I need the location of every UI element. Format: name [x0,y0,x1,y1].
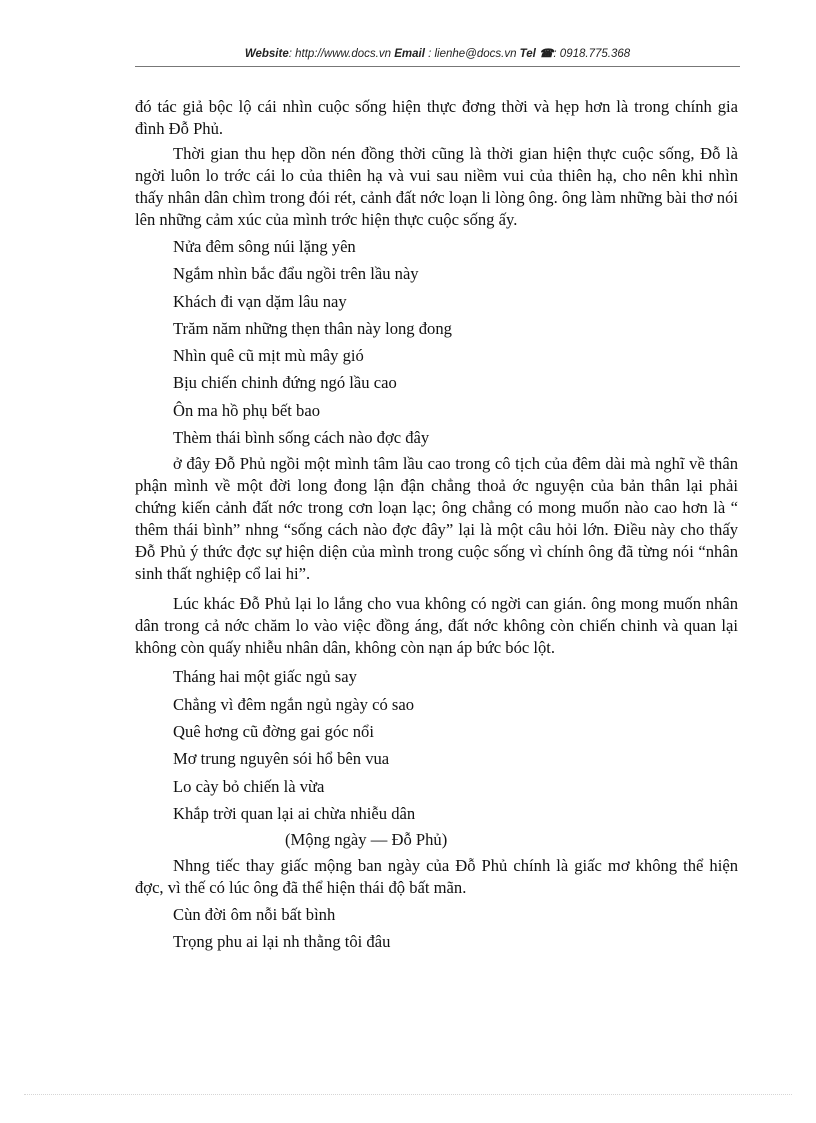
poem-attribution: (Mộng ngày — Đỗ Phủ) [285,830,448,850]
paragraph-3: ở đây Đỗ Phủ ngồi một mình tâm lầu cao trong cô tịch của đêm dài mà nghĩ về thân phận mình về một đời long đong lận đận chẳng thoả ớc nguyện của bản thân lại phải chứng kiến cảnh đất nớc trong cơn loạn lạc; ông chẳng có mong muốn nào cao hơn là “ thêm thái bình” nhng “sống cách nào đợc đây” lại là một câu hỏi lớn. Điều này cho thấy Đỗ Phủ ý thức đợc sự hiện diện của mình trong cuộc sống vì chính ông đã từng nói “nhân sinh thất nghiệp cổ lai hi”. [135,454,738,584]
paragraph-5: Nhng tiếc thay giấc mộng ban ngày của Đỗ Phủ chính là giấc mơ không thể hiện đợc, vì thế có lúc ông đã thể hiện thái độ bất mãn. [135,856,738,898]
verse-line: Lo cày bỏ chiến là vừa [173,776,325,796]
verse-line: Thèm thái bình sống cách nào đợc đây [173,428,430,448]
verse-line: Ngắm nhìn bắc đẩu ngồi trên lầu này [173,264,419,284]
verse-block-3 [135,901,738,956]
header-divider [135,66,740,67]
website-url[interactable]: : http://www.docs.vn [288,48,395,60]
verse-line: Nhìn quê cũ mịt mù mây gió [173,346,364,366]
verse-block-2 [135,663,738,827]
verse-block-1 [135,233,738,451]
verse-line: Khách đi vạn dặm lâu nay [173,291,347,311]
paragraph-2: Thời gian thu hẹp dồn nén đồng thời cũng là thời gian hiện thực cuộc sống, Đỗ là ngời luôn lo trớc cái lo của thiên hạ và vui sau niềm vui của thiên hạ, cho nên khi nhìn thấy nhân dân chìm trong đói rét, cảnh đất nớc loạn li lòng ông. ông làm những bài thơ nói lên những cảm xúc của mình trớc hiện thực cuộc sống ấy. [135,144,738,229]
tel-label: Tel [519,48,536,60]
website-label: Website [244,48,289,60]
paragraph-4: Lúc khác Đỗ Phủ lại lo lắng cho vua không có ngời can gián. ông mong muốn nhân dân trong cả nớc chăm lo vào việc đồng áng, đất nớc không còn chiến chinh và quan lại không còn quấy nhiễu nhân dân, không còn nạn áp bức bóc lột. [135,594,738,658]
verse-line: Cùn đời ôm nỗi bất bình [173,905,336,925]
tel-number: : 0918.775.368 [553,48,631,60]
document-body [135,96,738,956]
verse-line: Chẳng vì đêm ngắn ngủ ngày có sao [173,694,415,714]
verse-line: Khắp trời quan lại ai chừa nhiễu dân [173,803,416,823]
verse-line: Nửa đêm sông núi lặng yên [173,237,356,256]
footer-divider [24,1094,792,1095]
verse-line: Trăm năm những thẹn thân này long đong [173,318,452,338]
verse-line: Tháng hai một giấc ngủ say [173,667,357,687]
email-address[interactable]: : lienhe@docs.vn [424,48,520,60]
page-header [135,46,740,66]
verse-line: Ôn ma hồ phụ bết bao [173,400,321,420]
verse-line: Mơ trung nguyên sói hổ bên vua [173,749,390,769]
paragraph-1: đó tác giả bộc lộ cái nhìn cuộc sống hiện thực đơng thời và hẹp hơn là trong chính gia đình Đỗ Phủ. [135,97,738,138]
email-label: Email [394,48,425,60]
verse-line: Trọng phu ai lại nh thằng tôi đâu [173,932,391,952]
phone-icon: ☎ [539,48,554,60]
verse-line: Quê hơng cũ đờng gai góc nổi [173,721,374,741]
verse-line: Bịu chiến chinh đứng ngó lầu cao [173,373,397,393]
